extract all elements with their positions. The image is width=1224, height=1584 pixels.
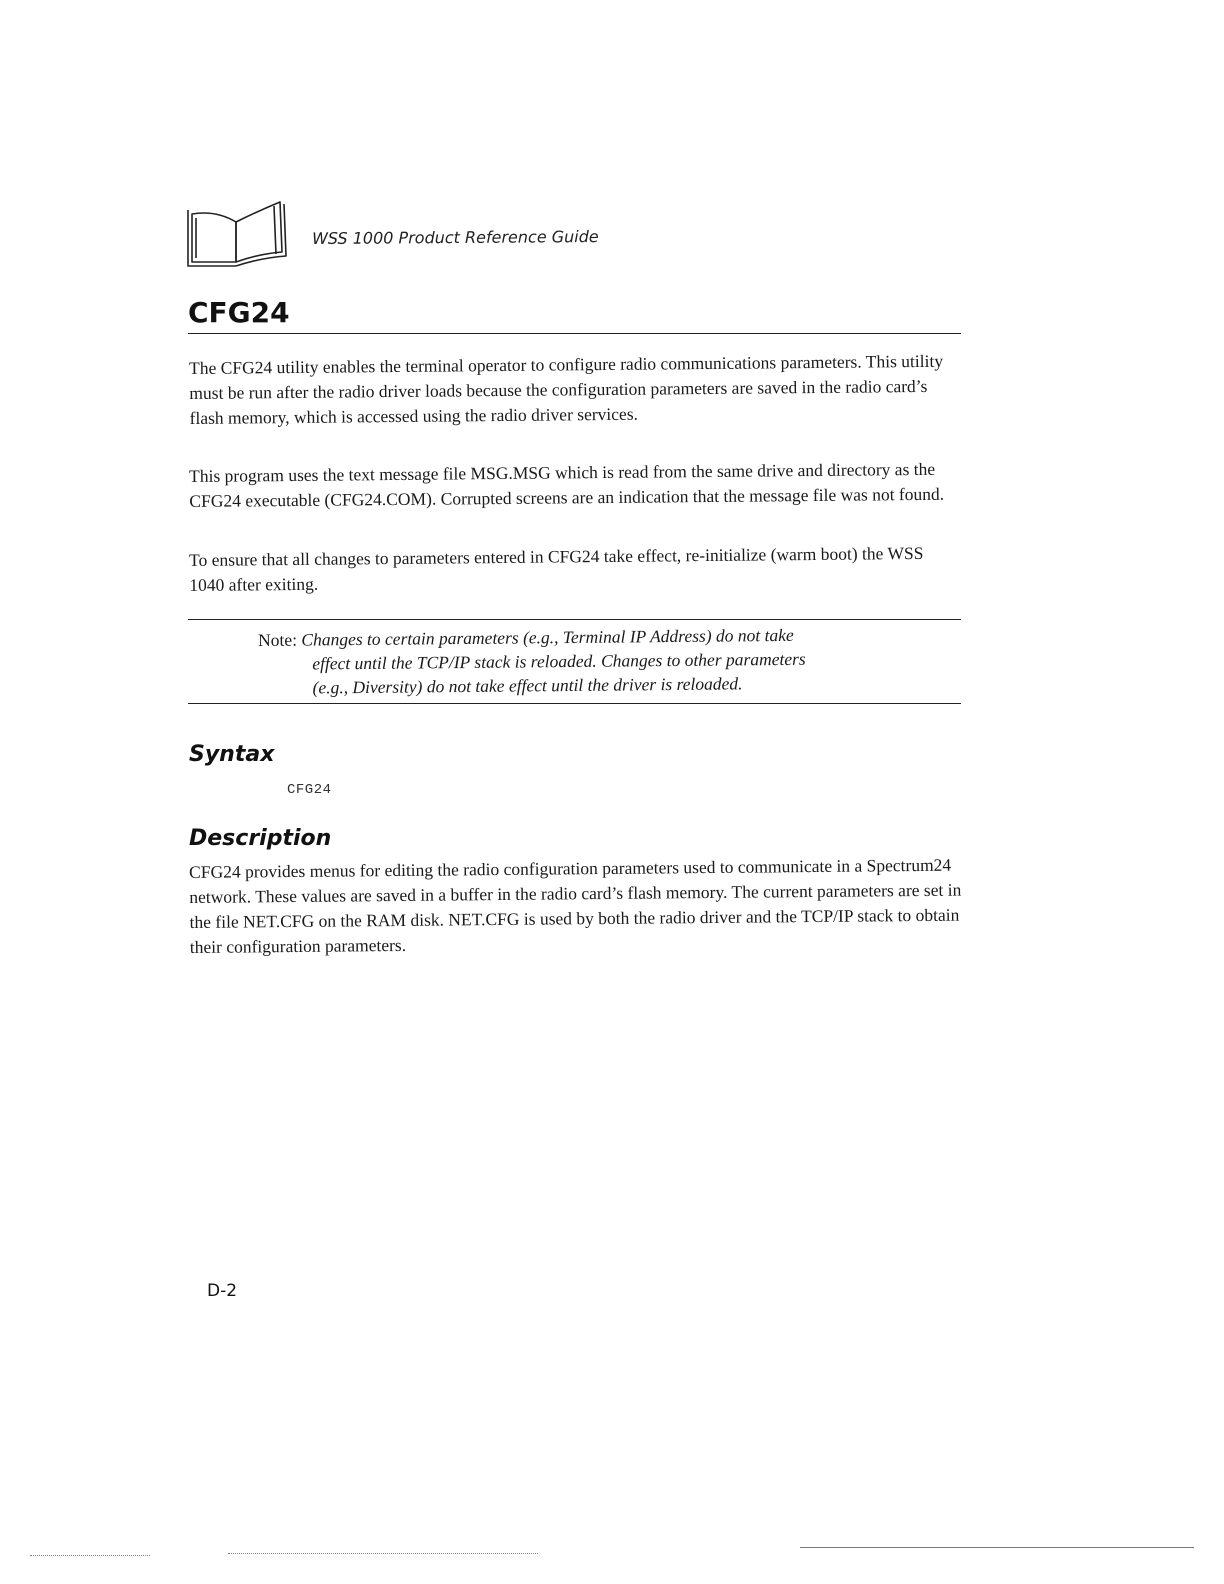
intro-paragraph-2: This program uses the text message file MSG.MSG which is read from the same drive and directory as the CFG24 executable (CFG24.COM). Corrupted screens are an indication that the message file was not found. [189,458,945,511]
syntax-heading: Syntax [189,742,275,767]
description-heading: Description [189,826,332,851]
intro-paragraph-1: The CFG24 utility enables the terminal operator to configure radio communications parameters. This utility must be run after the radio driver loads because the configuration parameters are saved in the radio card’s flash memory, which is accessed using the radio driver services. [189,350,944,428]
open-book-icon [186,200,290,274]
intro-paragraph-3: To ensure that all changes to parameters entered in CFG24 take effect, re-initialize (warm boot) the WSS 1040 after exiting. [189,542,924,595]
syntax-command: CFG24 [287,782,332,798]
scan-artifact-right [800,1547,1194,1548]
note-bottom-rule [188,703,961,704]
note-block [258,622,919,700]
description-paragraph: CFG24 provides menus for editing the radio configuration parameters used to communicate in a Spectrum24 network. These values are saved in a buffer in the radio card’s flash memory. The current parameters are set in the file NET.CFG on the RAM disk. NET.CFG is used by both the radio driver and the TCP/IP stack to obtain their configuration parameters. [189,854,962,957]
note-line-1: Changes to certain parameters (e.g., Terminal IP Address) do not take [301,624,794,650]
page-title: CFG24 [188,296,290,329]
note-label: Note: [258,629,298,650]
page-number: D-2 [207,1281,238,1301]
scan-artifact-left [30,1555,150,1556]
note-line-2: effect until the TCP/IP stack is reloaded. Changes to other parameters [312,648,806,674]
scan-artifact-middle [228,1553,538,1554]
title-rule [188,333,961,334]
guide-title: WSS 1000 Product Reference Guide [312,226,599,248]
note-line-3: (e.g., Diversity) do not take effect until the driver is reloaded. [312,673,743,698]
note-top-rule [188,619,961,620]
